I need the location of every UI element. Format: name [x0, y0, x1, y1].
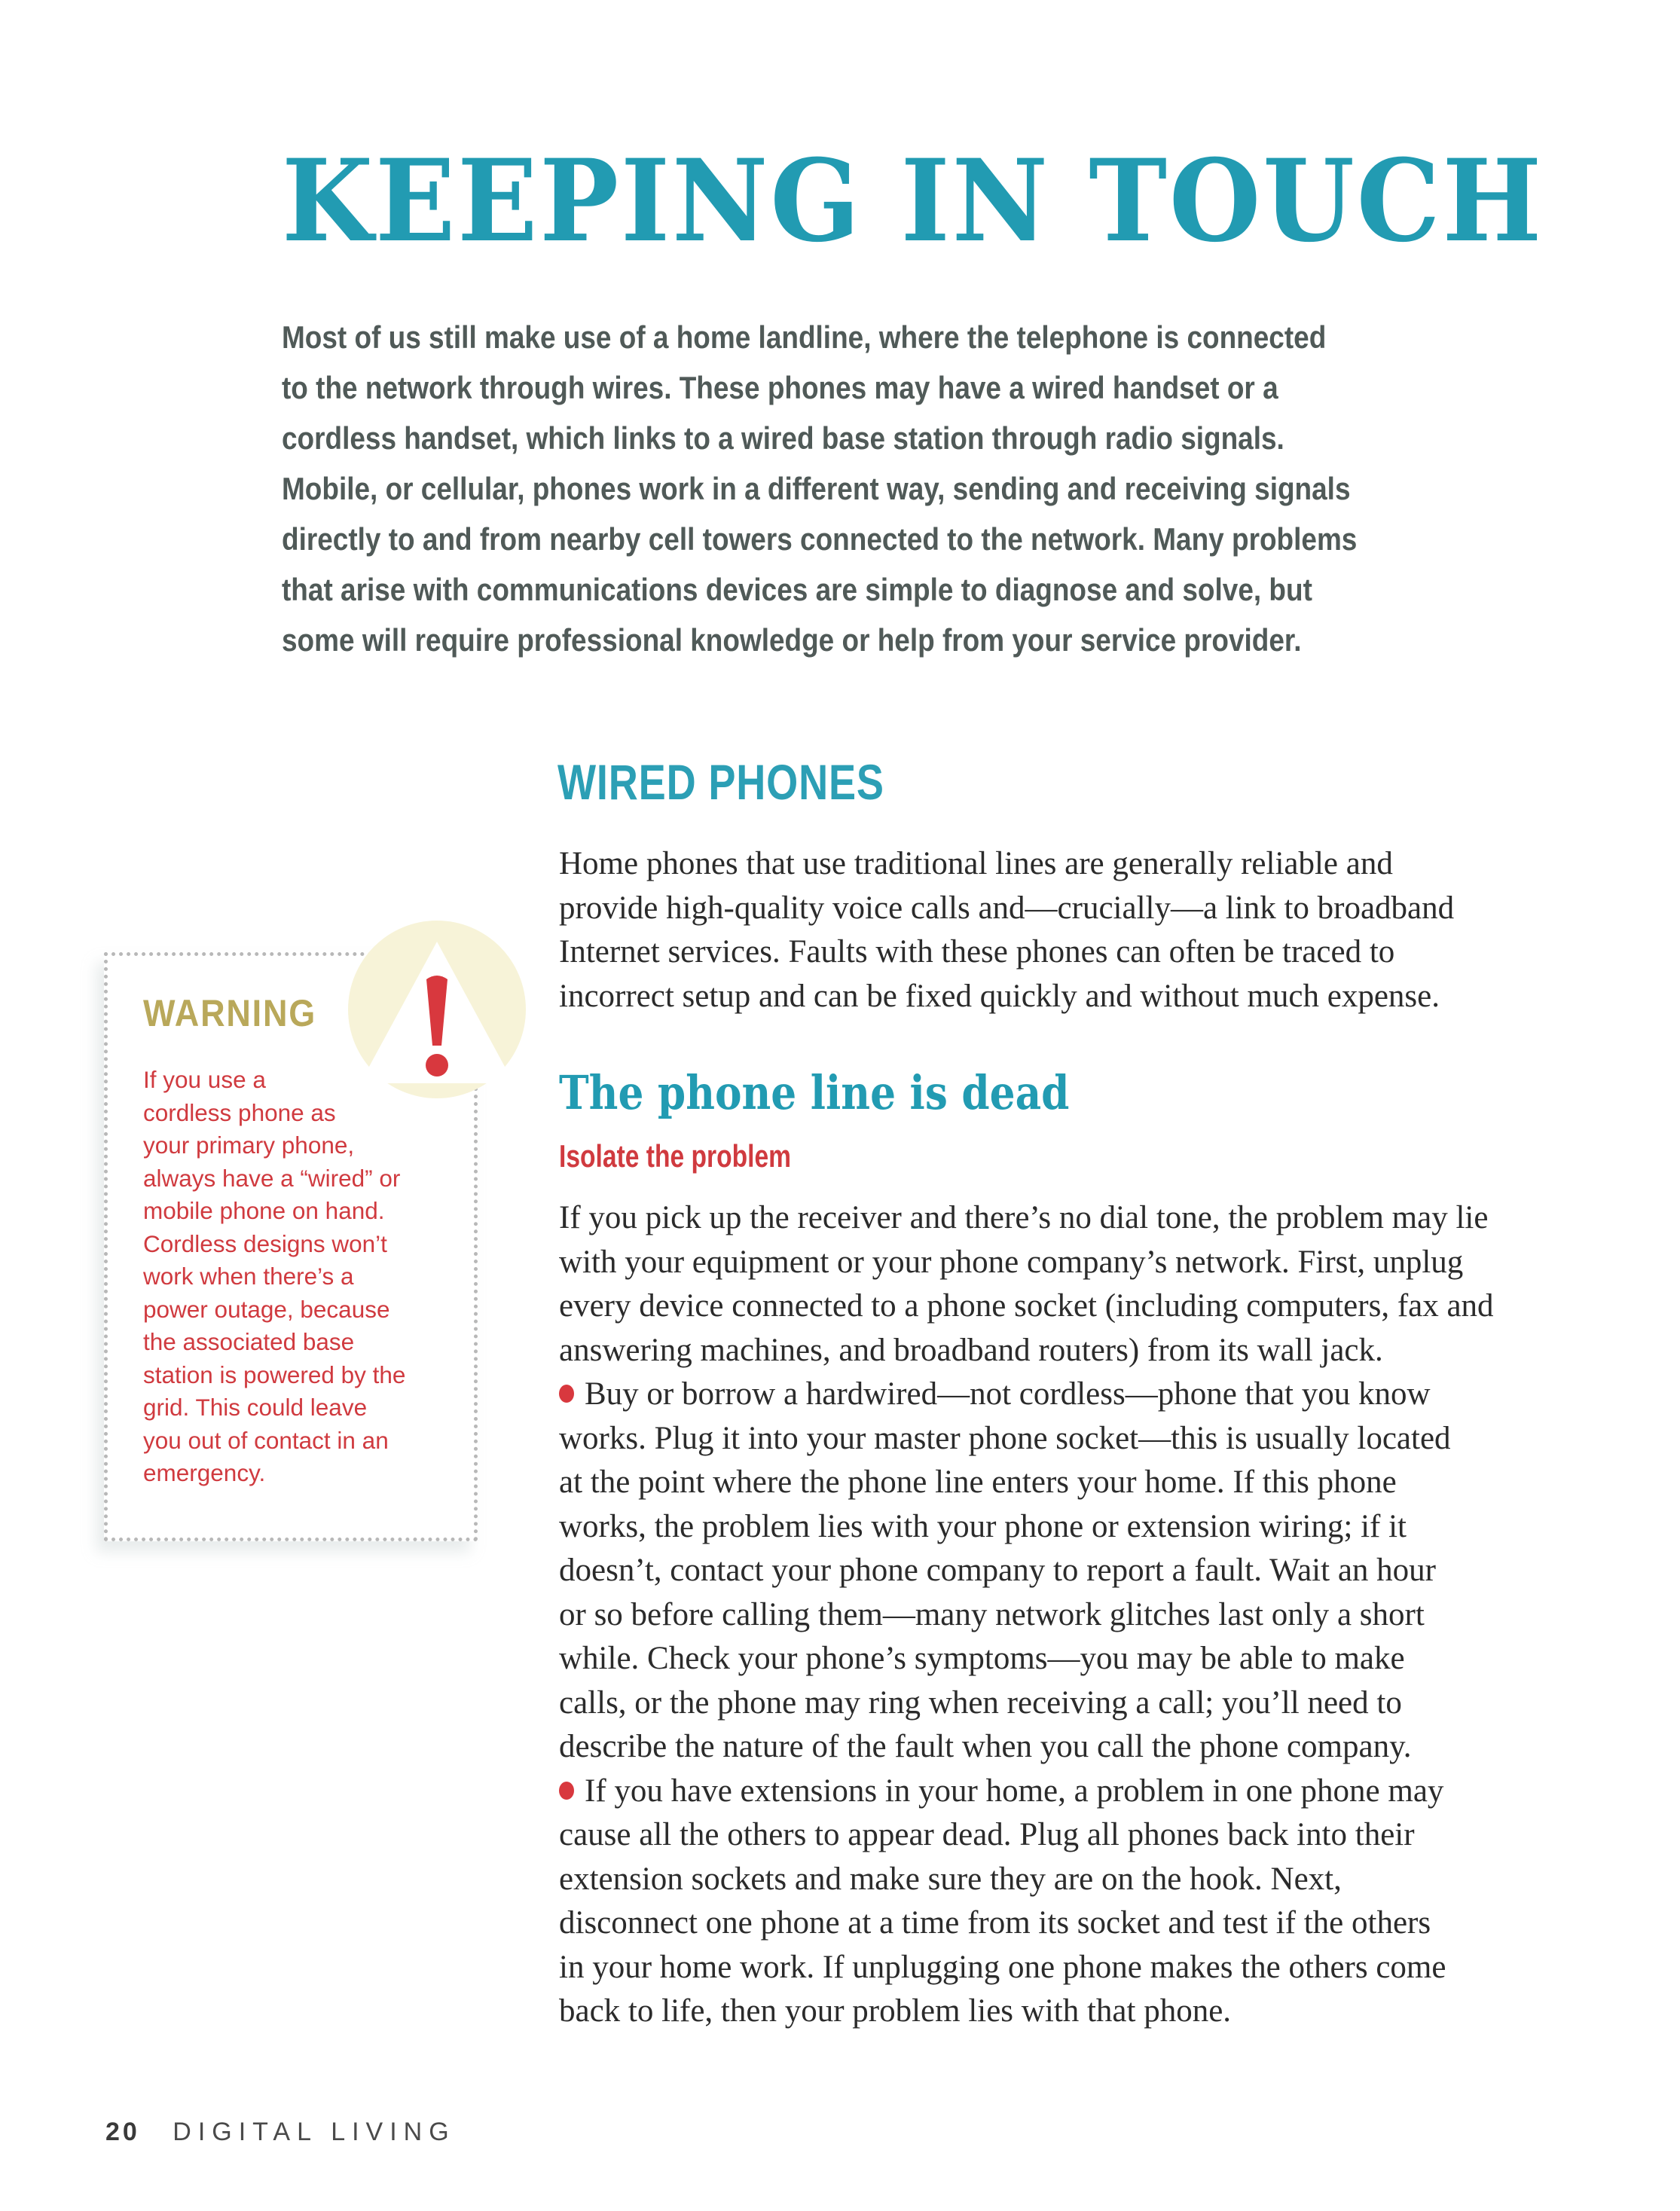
warning-line: grid. This could leave — [143, 1394, 368, 1421]
lead-line: Internet services. Faults with these phones can often be traced to — [559, 934, 1395, 970]
body-line-text: works. Plug it into your master phone socket—this is usually located — [559, 1420, 1451, 1456]
warning-line: Cordless designs won’t — [143, 1229, 387, 1257]
body-line — [559, 1637, 1569, 1681]
intro-paragraph — [282, 312, 1528, 665]
bullet-line — [559, 1373, 1569, 1417]
warning-line: If you use a — [143, 1066, 266, 1093]
subsubheading: Isolate the problem — [559, 1138, 792, 1174]
body-line-text: in your home work. If unplugging one phone makes the others come — [559, 1949, 1446, 1985]
book-title: DIGITAL LIVING — [173, 2118, 456, 2146]
bullet-dot-icon — [559, 1385, 574, 1403]
body-line-text: at the point where the phone line enters your home. If this phone — [559, 1464, 1397, 1500]
subheading: The phone line is dead — [559, 1065, 1070, 1120]
body-line — [559, 1417, 1569, 1461]
lead-line: incorrect setup and can be fixed quickly and without much expense. — [559, 978, 1440, 1014]
warning-line: cordless phone as — [143, 1098, 336, 1126]
warning-text — [143, 1064, 460, 1490]
body-line-text: answering machines, and broadband routers) from its wall jack. — [559, 1332, 1383, 1368]
body-line — [559, 1813, 1569, 1858]
body-line — [559, 1681, 1569, 1726]
intro-line: some will require professional knowledge or help from your service provider. — [282, 622, 1302, 658]
body-line — [559, 1329, 1569, 1373]
intro-line: directly to and from nearby cell towers connected to the network. Many problems — [282, 521, 1358, 557]
body-line-text: disconnect one phone at a time from its socket and test if the others — [559, 1905, 1431, 1941]
bullet-dot-icon — [559, 1782, 574, 1800]
warning-line: the associated base — [143, 1328, 355, 1355]
body-line-text: or so before calling them—many network glitches last only a short — [559, 1596, 1425, 1632]
body-line-text: If you pick up the receiver and there’s no dial tone, the problem may lie — [559, 1200, 1489, 1235]
lead-line: provide high-quality voice calls and—crucially—a link to broadband — [559, 890, 1455, 926]
body-line — [559, 1284, 1569, 1329]
body-line — [559, 1196, 1569, 1241]
body-line-text: every device connected to a phone socket (including computers, fax and — [559, 1288, 1494, 1324]
body-line-text: while. Check your phone’s symptoms—you may be able to make — [559, 1641, 1405, 1676]
warning-line: work when there’s a — [143, 1263, 354, 1290]
warning-line: emergency. — [143, 1459, 266, 1486]
body-line — [559, 1241, 1569, 1285]
body-line — [559, 1725, 1569, 1770]
warning-line: station is powered by the — [143, 1360, 406, 1388]
body-line-text: doesn’t, contact your phone company to report a fault. Wait an hour — [559, 1553, 1436, 1588]
body-line — [559, 1901, 1569, 1946]
body-line-text: with your equipment or your phone company’s network. First, unplug — [559, 1244, 1464, 1280]
page-number: 20 — [105, 2118, 140, 2146]
section-lead-paragraph — [559, 842, 1569, 1018]
body-line-text: works, the problem lies with your phone or extension wiring; if it — [559, 1508, 1407, 1544]
intro-line: cordless handset, which links to a wired base station through radio signals. — [282, 420, 1284, 456]
body-line — [559, 1858, 1569, 1902]
section-heading: WIRED PHONES — [557, 754, 884, 810]
body-line — [559, 1461, 1569, 1505]
warning-line: you out of contact in an — [143, 1426, 389, 1454]
body-line-text: extension sockets and make sure they are on the hook. Next, — [559, 1861, 1342, 1897]
page-title: KEEPING IN TOUCH — [282, 135, 1544, 267]
main-body-text — [559, 1196, 1569, 2034]
body-line-text: calls, or the phone may ring when receiving a call; you’ll need to — [559, 1684, 1402, 1721]
warning-title: WARNING — [143, 992, 317, 1034]
warning-line: your primary phone, — [143, 1131, 355, 1159]
body-line — [559, 1505, 1569, 1550]
page-footer — [105, 2117, 456, 2147]
intro-line: Mobile, or cellular, phones work in a different way, sending and receiving signals — [282, 471, 1351, 506]
body-line — [559, 1593, 1569, 1638]
body-line-text: If you have extensions in your home, a problem in one phone may — [585, 1773, 1444, 1809]
intro-line: to the network through wires. These phones may have a wired handset or a — [282, 370, 1278, 405]
intro-line: that arise with communications devices are simple to diagnose and solve, but — [282, 572, 1312, 607]
body-line-text: cause all the others to appear dead. Plug all phones back into their — [559, 1817, 1415, 1852]
body-line-text: describe the nature of the fault when you call the phone company. — [559, 1729, 1412, 1764]
warning-line: mobile phone on hand. — [143, 1197, 385, 1224]
body-line — [559, 1990, 1569, 2034]
body-line-text: back to life, then your problem lies with that phone. — [559, 1993, 1232, 2029]
body-line — [559, 1946, 1569, 1990]
body-line — [559, 1549, 1569, 1593]
lead-line: Home phones that use traditional lines are generally reliable and — [559, 846, 1393, 881]
warning-line: power outage, because — [143, 1295, 390, 1323]
bullet-line — [559, 1770, 1569, 1814]
body-line-text: Buy or borrow a hardwired—not cordless—phone that you know — [585, 1376, 1431, 1412]
intro-line: Most of us still make use of a home landline, where the telephone is connected — [282, 319, 1327, 355]
warning-line: always have a “wired” or — [143, 1164, 401, 1192]
